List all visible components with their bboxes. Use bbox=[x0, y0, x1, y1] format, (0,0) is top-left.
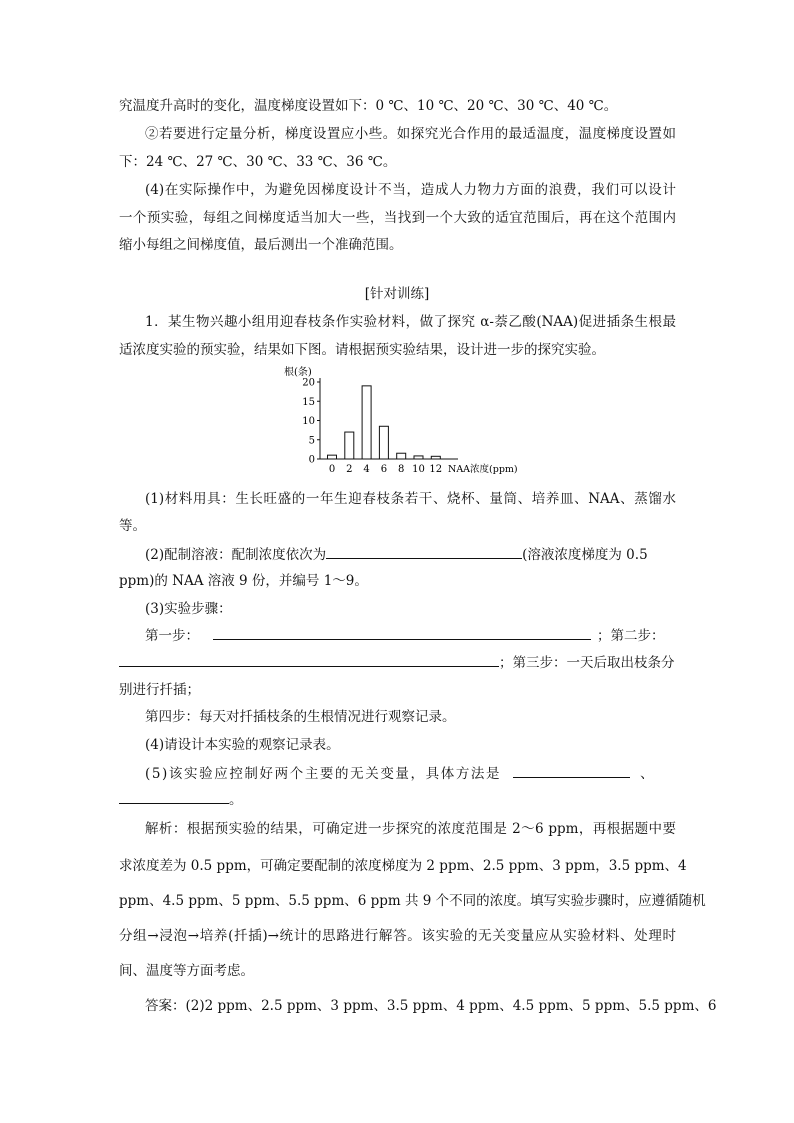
chart-bar bbox=[328, 455, 337, 459]
intro-line-2: ②若要进行定量分析，梯度设置应小些。如探究光合作用的最适温度，温度梯度设置如 bbox=[145, 126, 676, 142]
q5-separator: 、 bbox=[640, 766, 656, 782]
answer-blank-step-1[interactable] bbox=[213, 625, 591, 640]
question-line-2: 适浓度实验的预实验，结果如下图。请根据预实验结果，设计进一步的探究实验。 bbox=[119, 342, 605, 358]
chart-y-label: 根(条) bbox=[284, 367, 312, 378]
step-1-label: 第一步： bbox=[145, 628, 199, 644]
chart-bar bbox=[431, 456, 440, 459]
chart-bar bbox=[362, 386, 371, 459]
intro-line-6: 缩小每组之间梯度值，最后测出一个准确范围。 bbox=[119, 237, 403, 253]
analysis-line-4: 分组→浸泡→培养(扦插)→统计的思路进行解答。该实验的无关变量应从实验材料、处理时 bbox=[119, 928, 676, 944]
answer-line-1: 答案：(2)2 ppm、2.5 ppm、3 ppm、3.5 ppm、4 ppm、4.5 ppm、5 ppm、5.5 ppm、6 bbox=[145, 998, 717, 1014]
analysis-line-5: 间、温度等方面考虑。 bbox=[119, 963, 254, 979]
prep-line-2: ppm)的 NAA 溶液 9 份，并编号 1～9。 bbox=[119, 573, 368, 589]
intro-line-4: (4)在实际操作中，为避免因梯度设计不当，造成人力物力方面的浪费，我们可以设计 bbox=[145, 182, 676, 198]
chart-y-tick-label: 5 bbox=[308, 435, 315, 447]
chart-y-tick-label: 20 bbox=[302, 377, 315, 389]
prep-gradient-text: (溶液浓度梯度为 0.5 bbox=[522, 547, 648, 563]
prep-text: (2)配制溶液：配制浓度依次为 bbox=[145, 547, 327, 563]
step-2-label: ；第二步： bbox=[597, 628, 665, 644]
question-line-1: 1．某生物兴趣小组用迎春枝条作实验材料，做了探究 α-萘乙酸(NAA)促进插条生根最 bbox=[145, 314, 676, 330]
chart-y-tick-label: 15 bbox=[302, 396, 315, 408]
step-2-line bbox=[119, 652, 675, 673]
answer-blank-concentrations[interactable] bbox=[326, 544, 522, 559]
analysis-line-2: 求浓度差为 0.5 ppm，可确定要配制的浓度梯度为 2 ppm、2.5 ppm、3 ppm，3.5 ppm、4 bbox=[119, 858, 687, 874]
chart-x-tick-label: 10 bbox=[412, 464, 425, 475]
chart-x-tick-label: 0 bbox=[328, 464, 336, 475]
answer-blank-q5-2[interactable] bbox=[119, 789, 229, 804]
chart-y-tick-label: 10 bbox=[302, 416, 315, 427]
prep-line-1 bbox=[145, 544, 648, 565]
intro-line-3: 下：24 ℃、27 ℃、30 ℃、33 ℃、36 ℃。 bbox=[119, 154, 397, 170]
q5-text: (5)该实验应控制好两个主要的无关变量，具体方法是 bbox=[145, 766, 502, 782]
intro-line-5: 一个预实验，每组之间梯度适当加大一些，当找到一个大致的适宜范围后，再在这个范围内 bbox=[119, 210, 676, 226]
chart-bar bbox=[414, 456, 423, 459]
q5-end: 。 bbox=[229, 792, 243, 808]
step-3-line-2: 别进行扦插； bbox=[119, 682, 200, 698]
materials-line-2: 等。 bbox=[119, 518, 146, 534]
q5-line-1 bbox=[145, 763, 655, 784]
analysis-line-1: 解析：根据预实验的结果，可确定进一步探究的浓度范围是 2～6 ppm，再根据题中要 bbox=[145, 821, 676, 837]
naa-bar-chart bbox=[278, 362, 518, 477]
chart-x-tick-label: 12 bbox=[429, 464, 443, 475]
answer-blank-step-2[interactable] bbox=[119, 652, 499, 667]
step-3-text: ；第三步：一天后取出枝条分 bbox=[499, 655, 675, 671]
q5-line-2 bbox=[119, 789, 243, 810]
intro-line-1: 究温度升高时的变化，温度梯度设置如下：0 ℃、10 ℃、20 ℃、30 ℃、40 ℃。 bbox=[119, 98, 618, 114]
steps-title: (3)实验步骤： bbox=[145, 601, 232, 617]
q4-line: (4)请设计本实验的观察记录表。 bbox=[145, 737, 340, 753]
step-1-line bbox=[145, 625, 665, 646]
chart-x-label: NAA浓度(ppm) bbox=[448, 464, 518, 475]
chart-x-tick-label: 8 bbox=[398, 464, 405, 475]
chart-y-tick-label: 0 bbox=[308, 454, 315, 466]
section-title: [针对训练] bbox=[364, 286, 430, 302]
chart-x-tick-label: 2 bbox=[346, 464, 353, 475]
answer-blank-q5-1[interactable] bbox=[513, 763, 630, 778]
chart-x-tick-label: 4 bbox=[363, 464, 370, 475]
chart-bar bbox=[397, 453, 406, 459]
step-4-line: 第四步：每天对扦插枝条的生根情况进行观察记录。 bbox=[145, 709, 456, 725]
analysis-line-3: ppm、4.5 ppm、5 ppm、5.5 ppm、6 ppm 共 9 个不同的浓度。填写实验步骤时，应遵循随机 bbox=[119, 893, 706, 909]
materials-line-1: (1)材料用具：生长旺盛的一年生迎春枝条若干、烧杯、量筒、培养皿、NAA、蒸馏水 bbox=[145, 491, 676, 507]
chart-x-tick-label: 6 bbox=[380, 464, 388, 475]
chart-bar bbox=[345, 432, 354, 459]
chart-bar bbox=[379, 426, 388, 459]
